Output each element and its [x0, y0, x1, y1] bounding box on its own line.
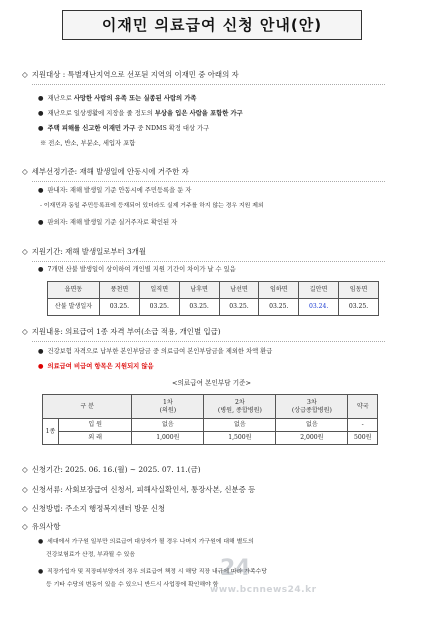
table-header-row: 읍면동 풍천면 일직면 남후면 남선면 임하면 길안면 임동면: [48, 282, 379, 299]
dot-bullet-icon: ●: [38, 363, 44, 370]
table-row: 외 래 1,000원 1,500원 2,000원 500원: [43, 432, 378, 445]
divider: [32, 181, 385, 182]
diamond-bullet-icon: ◇: [22, 327, 28, 336]
list-subitem: - 이재민과 동일 주민등록표에 등재되어 있더라도 실제 거주를 하지 않는 경우 지원 제외: [40, 203, 264, 209]
section-household-heading: ◇ 세부선정기준: 재해 발생일에 안동시에 거주한 자: [22, 167, 189, 177]
diamond-bullet-icon: ◇: [22, 465, 28, 474]
dot-bullet-icon: ●: [38, 539, 44, 545]
warning-item: ● 의료급여 비급여 항목은 지원되지 않음: [38, 363, 154, 370]
list-item: ● 판외자: 재해 발생일 기준 실거주자로 확인된 자: [38, 219, 178, 226]
list-item-continued: 건강보험료가 산정, 부과될 수 있음: [46, 552, 136, 558]
highlighted-date: 03.24.: [299, 299, 339, 316]
divider: [32, 341, 385, 342]
note-text: ※ 전소, 반소, 부분소, 세입자 포함: [40, 140, 136, 147]
list-item: ● 직장가입자 및 직장피부양자의 경우 의료급여 책정 시 해당 직장 내규에 따라 가족수당: [38, 569, 267, 575]
section-target-heading: ◇ 지원대상 : 특별재난지역으로 선포된 지역의 이재민 중 아래의 자: [22, 70, 239, 80]
list-item: ● 건강보험 자격으로 납부한 본인부담금 중 의료급여 본인부담금을 제외한 차액 환급: [38, 348, 273, 355]
divider: [32, 261, 385, 262]
table-row: 산불 발생일자 03.25. 03.25. 03.25. 03.25. 03.25. 03.24. 03.25.: [48, 299, 379, 316]
diamond-bullet-icon: ◇: [22, 167, 28, 176]
list-item: ● 세대에서 가구원 일부만 의료급여 대상자가 될 경우 나머지 가구원에 대해 별도의: [38, 539, 254, 545]
dot-bullet-icon: ●: [38, 187, 44, 194]
apply-method: ◇ 신청방법: 주소지 행정복지센터 방문 신청: [22, 504, 166, 514]
dot-bullet-icon: ●: [38, 266, 44, 273]
list-item: ● 7개면 산불 발생일이 상이하여 개인별 지원 기간이 차이가 날 수 있음: [38, 266, 236, 273]
list-item: ● 판내자: 재해 발생일 기준 안동시에 주민등록을 둔 자: [38, 187, 192, 194]
document-title-box: [62, 10, 362, 40]
dot-bullet-icon: ●: [38, 95, 44, 102]
dot-bullet-icon: ●: [38, 569, 44, 575]
notes-heading: ◇ 유의사항: [22, 522, 61, 532]
diamond-bullet-icon: ◇: [22, 70, 28, 79]
divider: [32, 84, 385, 85]
section-content-heading: ◇ 지원내용: 의료급여 1종 자격 부여(소급 적용, 개인별 입급): [22, 327, 221, 337]
copay-table: [42, 394, 378, 445]
dot-bullet-icon: ●: [38, 219, 44, 226]
dot-bullet-icon: ●: [38, 348, 44, 355]
diamond-bullet-icon: ◇: [22, 485, 28, 494]
dot-bullet-icon: ●: [38, 125, 44, 132]
diamond-bullet-icon: ◇: [22, 522, 28, 531]
table-header-row: 구 분 1차 (의원) 2차 (병원, 종합병원) 3차 (상급종합병원) 약국: [43, 395, 378, 419]
list-item-continued: 등 기타 수당의 변동이 있을 수 있으니 반드시 사업장에 확인해야 함: [46, 582, 219, 588]
diamond-bullet-icon: ◇: [22, 247, 28, 256]
news-watermark: 24 www.bcnnews24.kr: [210, 556, 317, 595]
list-item: ● 주택 피해를 신고한 이재민 가구 중 NDMS 확정 대상 가구: [38, 125, 210, 132]
document-title: 이재민 의료급여 신청 안내(안): [101, 15, 323, 34]
fire-date-table: [47, 281, 379, 316]
apply-documents: ◇ 신청서류: 사회보장급여 신청서, 피해사실확인서, 통장사본, 신분증 등: [22, 485, 256, 495]
diamond-bullet-icon: ◇: [22, 504, 28, 513]
section-period-heading: ◇ 지원기간: 재해 발생일로부터 3개월: [22, 247, 146, 257]
apply-period: ◇ 신청기간: 2025. 06. 16.(월) ~ 2025. 07. 11.(금): [22, 465, 201, 475]
table-row: 1종 입 원 없음 없음 없음 -: [43, 419, 378, 432]
dot-bullet-icon: ●: [38, 110, 44, 117]
list-item: ● 재난으로 일상생활에 지장을 줄 정도의 부상을 입은 사람을 포함한 가구: [38, 110, 243, 117]
table-caption: <의료급여 본인부담 기준>: [172, 379, 251, 387]
list-item: ● 재난으로 사망한 사람의 유족 또는 실종된 사람의 가족: [38, 95, 197, 102]
